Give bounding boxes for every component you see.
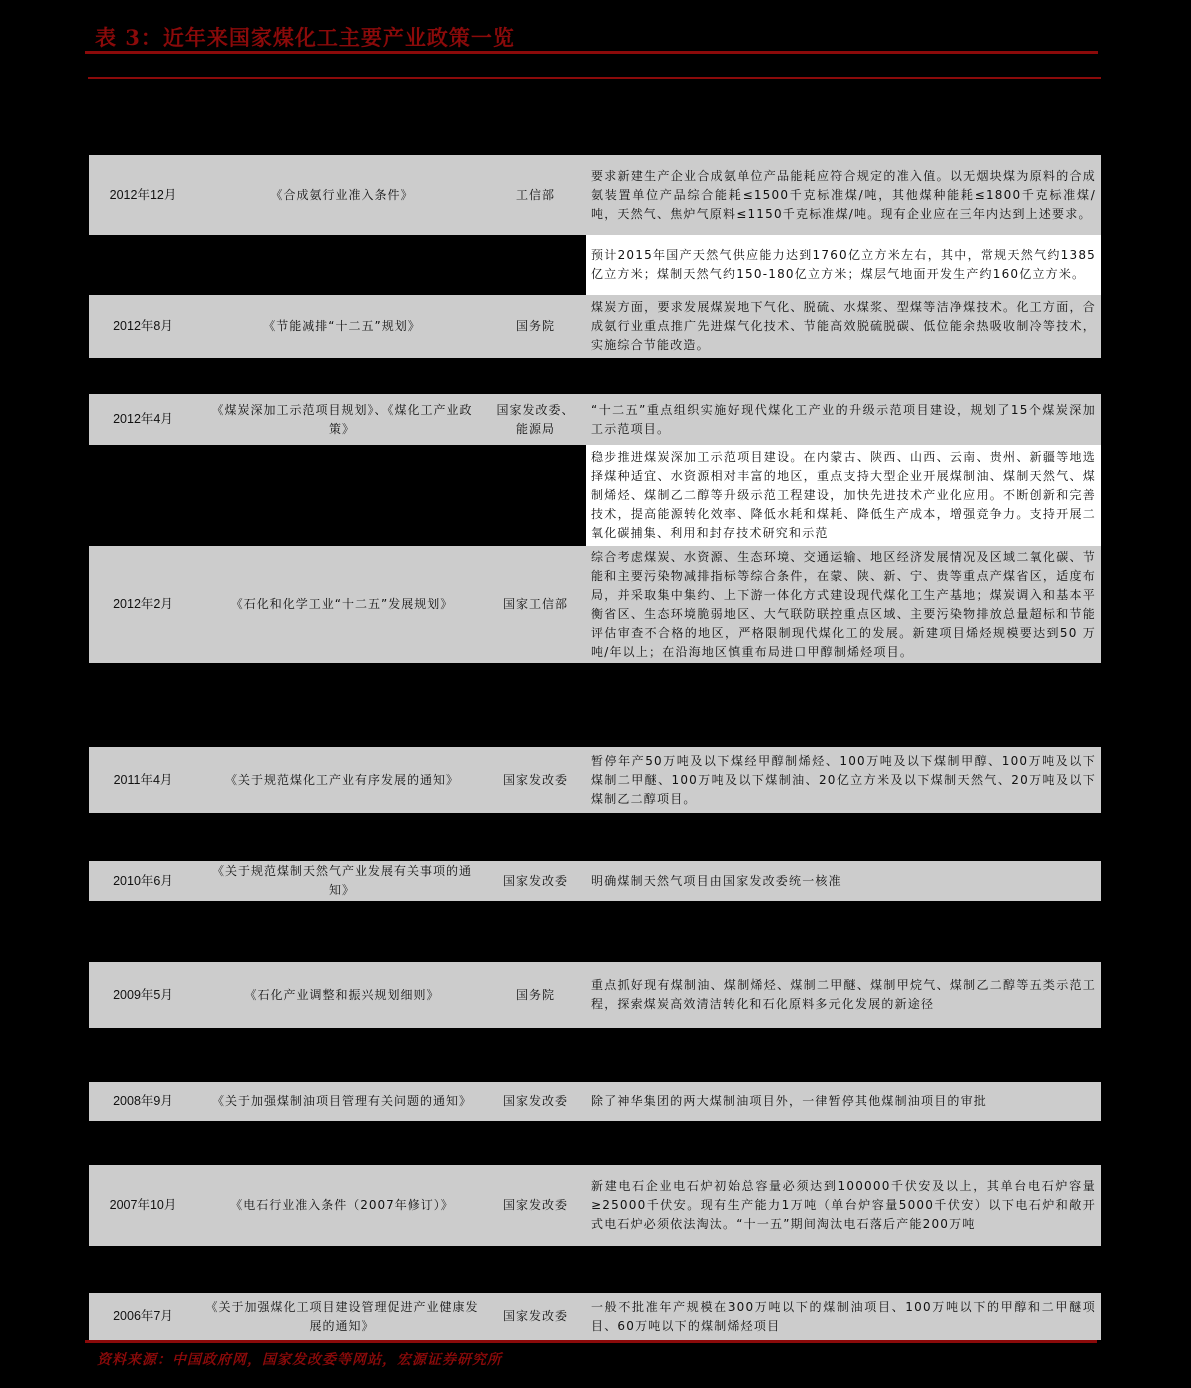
issuer-cell: 工信部 xyxy=(515,187,555,202)
issuer-cell: 国家发改委 xyxy=(502,1309,568,1323)
issuer-cell: 国家发改委 xyxy=(502,772,568,787)
content-cell: 暂停年产50万吨及以下煤经甲醇制烯烃、100万吨及以下煤制甲醇、100万吨及以下煤制二甲醚、100万吨及以下煤制油、20亿立方米及以下煤制天然气、20万吨及以下煤制乙二醇项目。 xyxy=(591,753,1096,806)
table-row xyxy=(89,861,1101,901)
content-cell: 新建电石企业电石炉初始总容量必须达到100000千伏安及以上，其单台电石炉容量≥25000千伏安。现有生产能力1万吨（单台炉容量5000千伏安）以下电石炉和敞开式电石炉必须依法淘汰。“十一五”期间淘汰电石落后产能200万吨 xyxy=(591,1179,1096,1231)
title-rule-bottom xyxy=(88,77,1101,79)
document-cell: 《关于加强煤制油项目管理有关问题的通知》 xyxy=(211,1094,472,1108)
table-row xyxy=(89,155,1101,235)
source-note: 资料来源：中国政府网，国家发改委等网站，宏源证券研究所 xyxy=(97,1352,502,1368)
date-cell: 2012年12月 xyxy=(109,187,177,202)
table-row xyxy=(89,747,1101,813)
document-cell: 《关于加强煤化工项目建设管理促进产业健康发展的通知》 xyxy=(205,1299,479,1333)
content-cell-white: 稳步推进煤炭深加工示范项目建设。在内蒙古、陕西、山西、云南、贵州、新疆等地选择煤种适宜、水资源相对丰富的地区，重点支持大型企业开展煤制油、煤制天然气、煤制烯烃、煤制乙二醇等升级示范工程建设，加快先进技术产业化应用。不断创新和完善技术，提高能源转化效率、降低水耗和煤耗、降低生产成本，增强竞争力。支持开展二氧化碳捕集、利用和封存技术研究和示范 xyxy=(586,445,1101,546)
document-cell: 《电石行业准入条件（2007年修订）》 xyxy=(230,1198,454,1212)
issuer-cell: 国务院 xyxy=(515,319,555,333)
date-cell: 2012年8月 xyxy=(113,319,173,333)
table-title: 表 3：近年来国家煤化工主要产业政策一览 xyxy=(95,25,515,50)
date-cell: 2008年9月 xyxy=(113,1094,173,1108)
issuer-cell: 国务院 xyxy=(515,987,555,1002)
date-cell: 2012年4月 xyxy=(113,412,173,426)
document-cell: 《关于规范煤制天然气产业发展有关事项的通知》 xyxy=(211,864,472,897)
content-cell-white: 预计2015年国产天然气供应能力达到1760亿立方米左右，其中，常规天然气约1385亿立方米；煤制天然气约150-180亿立方米；煤层气地面开发生产约160亿立方米。 xyxy=(586,235,1101,295)
date-cell: 2012年2月 xyxy=(113,597,173,611)
document-cell: 《石化和化学工业“十二五”发展规划》 xyxy=(230,597,454,611)
date-cell: 2009年5月 xyxy=(113,987,173,1002)
content-cell: “十二五”重点组织实施好现代煤化工产业的升级示范项目建设，规划了15个煤炭深加工示范项目。 xyxy=(591,402,1096,436)
issuer-cell: 国家发改委 xyxy=(502,873,568,888)
issuer-cell: 国家发改委、能源局 xyxy=(496,402,575,436)
table-row xyxy=(89,1165,1101,1246)
content-cell: 要求新建生产企业合成氨单位产品能耗应符合规定的准入值。以无烟块煤为原料的合成氨装置单位产品综合能耗≤1500千克标准煤/吨，其他煤种能耗≤1800千克标准煤/吨，天然气、焦炉气原料≤1150千克标准煤/吨。现有企业应在三年内达到上述要求。 xyxy=(591,168,1096,221)
document-cell: 《关于规范煤化工产业有序发展的通知》 xyxy=(224,772,459,787)
content-cell: 重点抓好现有煤制油、煤制烯烃、煤制二甲醚、煤制甲烷气、煤制乙二醇等五类示范工程，探索煤炭高效清洁转化和石化原料多元化发展的新途径 xyxy=(591,978,1096,1011)
table-row xyxy=(89,962,1101,1028)
document-cell: 《石化产业调整和振兴规划细则》 xyxy=(244,987,440,1002)
table-row xyxy=(89,1082,1101,1121)
issuer-cell: 国家工信部 xyxy=(502,597,568,611)
table-row xyxy=(89,1293,1101,1340)
date-cell: 2006年7月 xyxy=(113,1309,173,1323)
document-cell: 《合成氨行业准入条件》 xyxy=(270,187,414,202)
issuer-cell: 国家发改委 xyxy=(502,1094,568,1108)
document-cell: 《煤炭深加工示范项目规划》、《煤化工产业政策》 xyxy=(211,402,473,436)
date-cell: 2007年10月 xyxy=(109,1198,177,1212)
title-rule-top xyxy=(85,51,1098,54)
table-bottom-rule xyxy=(85,1340,1097,1343)
content-cell: 一般不批准年产规模在300万吨以下的煤制油项目、100万吨以下的甲醇和二甲醚项目、60万吨以下的煤制烯烃项目 xyxy=(591,1299,1096,1333)
content-cell: 明确煤制天然气项目由国家发改委统一核准 xyxy=(591,873,842,888)
content-cell: 综合考虑煤炭、水资源、生态环境、交通运输、地区经济发展情况及区域二氧化碳、节能和主要污染物减排指标等综合条件，在蒙、陕、新、宁、贵等重点产煤省区，适度布局，并采取集中集约、上下游一体化方式建设现代煤化工生产基地；煤炭调入和基本平衡省区、生态环境脆弱地区、大气联防联控重点区域、主要污染物排放总量超标和节能评估审查不合格的地区，严格限制现代煤化工的发展。新建项目烯烃规模要达到50 万吨/年以上；在沿海地区慎重布局进口甲醇制烯烃项目。 xyxy=(591,549,1096,659)
document-cell: 《节能减排“十二五”规划》 xyxy=(263,319,421,333)
issuer-cell: 国家发改委 xyxy=(502,1198,568,1212)
table-row xyxy=(89,546,1101,663)
content-cell: 煤炭方面，要求发展煤炭地下气化、脱硫、水煤浆、型煤等洁净煤技术。化工方面，合成氨行业重点推广先进煤气化技术、节能高效脱硫脱碳、低位能余热吸收制冷等技术，实施综合节能改造。 xyxy=(591,300,1096,352)
content-cell: 除了神华集团的两大煤制油项目外，一律暂停其他煤制油项目的审批 xyxy=(591,1094,988,1108)
date-cell: 2011年4月 xyxy=(113,772,173,787)
date-cell: 2010年6月 xyxy=(113,873,173,888)
table-row xyxy=(89,295,1101,358)
table-row xyxy=(89,394,1101,445)
